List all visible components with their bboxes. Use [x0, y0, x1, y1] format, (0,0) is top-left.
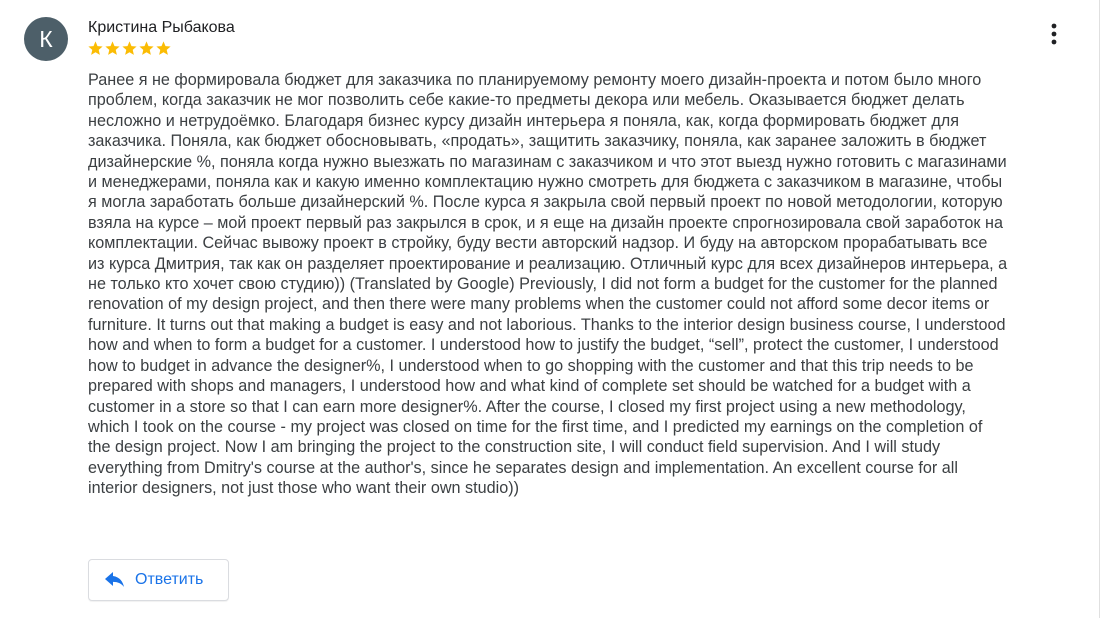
author-name[interactable]: Кристина Рыбакова	[88, 19, 235, 36]
star-icon	[87, 40, 104, 57]
review-text: Ранее я не формировала бюджет для заказчика по планируемому ремонту моего дизайн-проекта и потом было много проблем, когда заказчик не мог позволить себе какие-то предметы декора или мебель. Оказывается бюджет делать несложно и нетрудоёмко. Благодаря бизнес курсу дизайн интерьера я поняла, как, когда формировать бюджет для заказчика. Поняла, как бюджет обосновывать, «продать», защитить заказчику, поняла, как заранее заложить в бюджет дизайнерские %, поняла когда нужно выезжать по магазинам с заказчиком и что этот выезд нужно готовить с магазинами и менеджерами, поняла как и какую именно комплектацию нужно смотреть для бюджета с заказчиком в магазине, чтобы я могла заработать больше дизайнерский %. После курса я закрыла свой первый проект по новой методологии, которую взяла на курсе – мой проект первый раз закрылся в срок, и я еще на дизайн проекте спрогнозировала свой заработок на комплектации. Сейчас вывожу проект в стройку, буду вести авторский надзор. И буду на авторском прорабатывать все из курса Дмитрия, так как он разделяет проектирование и реализацию. Отличный курс для всех дизайнеров интерьера, а не только кто хочет свою студию)) (Translated by Google) Previously, I did not form a budget for the customer for the planned renovation of my design project, and then there were many problems when the customer could not afford some decor items or furniture. It turns out that making a budget is easy and not laborious. Thanks to the interior design business course, I understood how and when to form a budget for a customer. I understood how to justify the budget, “sell”, protect the customer, I understood how to budget in advance the designer%, I understood when to go shopping with the customer and that this trip needs to be prepared with shops and managers, I understood how and what kind of complete set should be watched for a budget with a customer in a store so that I can earn more designer%. After the course, I closed my first project using a new methodology, which I took on the course - my project was closed on time for the first time, and I predicted my earnings on the completion of the design project. Now I am bringing the project to the construction site, I will conduct field supervision. And I will study everything from Dmitry's course at the author's, since he separates design and implementation. An excellent course for all interior designers, not just those who want their own studio))	[88, 71, 1008, 498]
more-options-button[interactable]	[1040, 20, 1068, 52]
more-vert-icon	[1051, 23, 1057, 50]
star-icon	[138, 40, 155, 57]
star-rating	[87, 40, 172, 57]
reply-arrow-icon	[105, 572, 125, 588]
review-card	[24, 14, 1094, 614]
reply-button[interactable]	[88, 559, 229, 601]
star-icon	[155, 40, 172, 57]
avatar[interactable]: К	[24, 17, 68, 61]
star-icon	[121, 40, 138, 57]
reply-label: Ответить	[135, 571, 204, 588]
star-icon	[104, 40, 121, 57]
